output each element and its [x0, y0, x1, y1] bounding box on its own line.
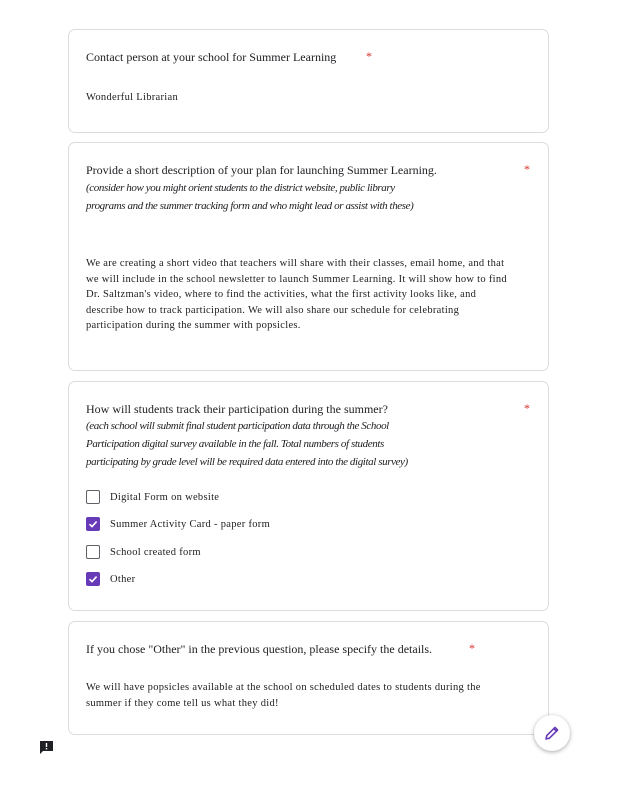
- feedback-button[interactable]: [39, 740, 54, 755]
- option-label: School created form: [110, 546, 201, 558]
- checkbox-checked[interactable]: [86, 517, 100, 531]
- question-title: Contact person at your school for Summer Learning: [86, 50, 337, 64]
- question-description-line: programs and the summer tracking form and who might lead or assist with these): [86, 200, 414, 212]
- checkbox-checked[interactable]: [86, 572, 100, 586]
- option-label: Other: [110, 573, 136, 585]
- answer-text[interactable]: Wonderful Librarian: [86, 92, 179, 103]
- checkmark-icon: [88, 519, 98, 529]
- pencil-icon: [543, 724, 561, 742]
- checkbox[interactable]: [86, 490, 100, 504]
- question-title: Provide a short description of your plan for launching Summer Learning.: [86, 163, 437, 177]
- option-label: Summer Activity Card - paper form: [110, 518, 271, 530]
- checkmark-icon: [88, 574, 98, 584]
- question-description-line: participating by grade level will be required data entered into the digital survey): [86, 456, 408, 468]
- answer-text[interactable]: We will have popsicles available at the school on scheduled dates to students during the summer if they come tell us what they did!: [86, 682, 481, 709]
- option-label: Digital Form on website: [110, 491, 220, 503]
- checkbox-option-digital-form[interactable]: [86, 490, 219, 504]
- required-mark: *: [524, 162, 530, 176]
- question-description-line: (consider how you might orient students to the district website, public library: [86, 182, 395, 194]
- question-description-line: Participation digital survey available in the fall. Total numbers of students: [86, 438, 384, 450]
- checkbox-option-school-form[interactable]: [86, 545, 201, 559]
- required-mark: *: [366, 49, 372, 63]
- edit-button[interactable]: [534, 715, 570, 751]
- question-title: If you chose "Other" in the previous question, please specify the details.: [86, 642, 433, 656]
- answer-text[interactable]: We are creating a short video that teachers will share with their classes, email home, and that we will include in the school newsletter to launch Summer Learning. It will show how to find Dr. Saltzman's video, where to find the activities, what the first activity looks like, and describe how to track participation. We will also share our schedule for celebrating participation during the summer with popsicles.: [86, 258, 507, 331]
- question-card-plan: [68, 142, 549, 371]
- question-card-tracking: [68, 381, 549, 611]
- question-card-contact: [68, 29, 549, 133]
- required-mark: *: [524, 401, 530, 415]
- question-card-other-details: [68, 621, 549, 735]
- question-description-line: (each school will submit final student participation data through the School: [86, 420, 389, 432]
- required-mark: *: [469, 641, 475, 655]
- question-title: How will students track their participation during the summer?: [86, 402, 388, 416]
- checkbox[interactable]: [86, 545, 100, 559]
- checkbox-option-other[interactable]: [86, 572, 135, 586]
- feedback-icon: [39, 740, 54, 755]
- checkbox-option-activity-card[interactable]: [86, 517, 270, 531]
